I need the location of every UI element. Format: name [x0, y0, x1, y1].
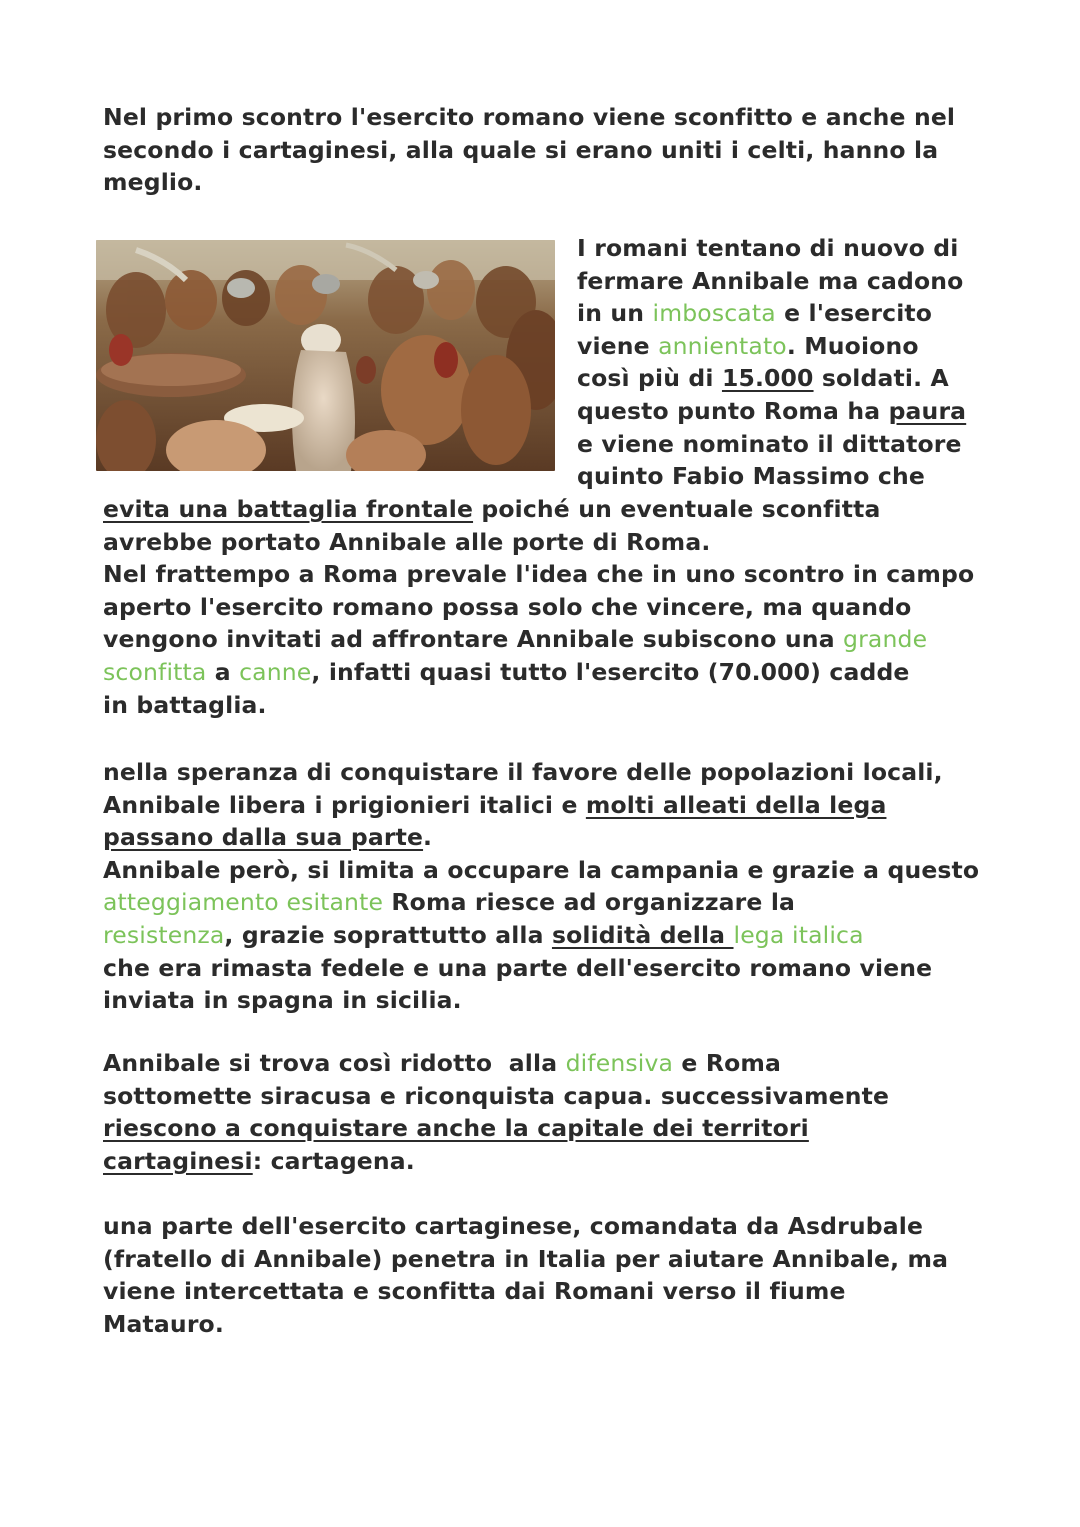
- text-line: [103, 821, 979, 854]
- paragraph-defensive: [103, 1047, 889, 1177]
- text-line: [103, 1047, 889, 1080]
- text-line: [103, 919, 979, 952]
- text-line: meglio.: [103, 168, 203, 197]
- underline-capitale: riescono a conquistare anche la capitale dei territori: [103, 1114, 809, 1143]
- text-line: [103, 1145, 889, 1178]
- text-span: : cartagena.: [252, 1146, 415, 1175]
- highlight-difensiva: difensiva: [565, 1049, 674, 1077]
- text-line: in battaglia.: [103, 690, 267, 719]
- text-span: poiché un eventuale sconfitta: [473, 495, 881, 523]
- text-line: sottomette siracusa e riconquista capua. successivamente: [103, 1081, 890, 1110]
- text-span: Annibale libera i prigionieri italici e: [103, 790, 586, 819]
- text-span: , grazie soprattutto alla: [224, 920, 552, 949]
- text-span: viene: [577, 331, 659, 360]
- text-line: e viene nominato il dittatore: [577, 429, 962, 458]
- text-line: [103, 623, 974, 656]
- text-line: che era rimasta fedele e una parte dell'esercito romano viene: [103, 953, 933, 982]
- text-line: inviata in spagna in sicilia.: [103, 986, 462, 1015]
- highlight-sconfitta: sconfitta: [103, 657, 207, 686]
- text-span: soldati. A: [813, 364, 949, 393]
- text-span: in un: [577, 299, 653, 328]
- underline-battaglia-frontale: evita una battaglia frontale: [103, 495, 474, 523]
- highlight-resistenza: resistenza: [103, 920, 225, 949]
- text-line: nella speranza di conquistare il favore delle popolazioni locali,: [103, 758, 943, 786]
- paragraph-asdrubale: [103, 1210, 948, 1340]
- text-line: [577, 362, 966, 395]
- underline-solidita: solidità della: [551, 920, 734, 949]
- underline-sua-parte: passano dalla sua parte: [103, 823, 424, 852]
- paragraph-intro: [103, 101, 955, 199]
- highlight-atteggiamento: atteggiamento esitante: [103, 888, 384, 917]
- text-line: secondo i cartaginesi, alla quale si erano uniti i celti, hanno la: [103, 135, 939, 164]
- highlight-grande: grande: [843, 625, 928, 654]
- text-span: . Muoiono: [786, 331, 919, 360]
- text-line: Nel frattempo a Roma prevale l'idea che in uno scontro in campo: [103, 560, 975, 589]
- text-span: Annibale si trova così ridotto alla: [103, 1049, 566, 1077]
- text-line: [103, 656, 974, 689]
- text-line: avrebbe portato Annibale alle porte di Roma.: [103, 527, 711, 556]
- text-line: [103, 886, 979, 919]
- highlight-imboscata: imboscata: [652, 299, 776, 328]
- text-line: (fratello di Annibale) penetra in Italia per aiutare Annibale, ma: [103, 1244, 949, 1273]
- battle-painting-illustration: [96, 240, 555, 471]
- text-line: [577, 330, 966, 363]
- underline-alleati: molti alleati della lega: [585, 790, 887, 819]
- text-span: a: [206, 657, 240, 686]
- text-line: Nel primo scontro l'esercito romano viene sconfitto e anche nel: [103, 103, 956, 131]
- text-span: e l'esercito: [775, 299, 933, 328]
- text-line: una parte dell'esercito cartaginese, comandata da Asdrubale: [103, 1212, 924, 1240]
- text-span: Roma riesce ad organizzare la: [383, 888, 796, 917]
- underline-cartaginesi: cartaginesi: [103, 1146, 253, 1175]
- text-span: così più di: [577, 364, 722, 393]
- text-line: Matauro.: [103, 1309, 224, 1338]
- text-line: [103, 789, 979, 822]
- underline-paura: paura: [888, 396, 967, 425]
- battle-painting-image: [96, 240, 555, 471]
- text-span: .: [423, 823, 433, 852]
- text-line: I romani tentano di nuovo di: [577, 234, 959, 262]
- text-span: vengono invitati ad affrontare Annibale subiscono una: [103, 625, 844, 654]
- text-line: [103, 493, 974, 526]
- text-line: quinto Fabio Massimo che: [577, 462, 925, 491]
- text-span: e Roma: [673, 1049, 782, 1077]
- text-line: fermare Annibale ma cadono: [577, 266, 964, 295]
- highlight-canne: canne: [239, 657, 312, 686]
- text-line: [577, 395, 966, 428]
- text-span: , infatti quasi tutto l'esercito (70.000) cadde: [311, 657, 910, 686]
- paragraph-alliances: [103, 756, 979, 1017]
- text-span: questo punto Roma ha: [577, 396, 889, 425]
- paragraph-ambush-side: [577, 232, 966, 493]
- highlight-annientato: annientato: [658, 331, 787, 360]
- paragraph-ambush-full: [103, 493, 974, 721]
- highlight-lega-italica: lega italica: [733, 920, 864, 949]
- text-line: [103, 1112, 889, 1145]
- text-line: Annibale però, si limita a occupare la campania e grazie a questo: [103, 855, 980, 884]
- text-line: aperto l'esercito romano possa solo che vincere, ma quando: [103, 592, 912, 621]
- underline-15000: 15.000: [721, 364, 814, 393]
- text-line: viene intercettata e sconfitta dai Romani verso il fiume: [103, 1277, 846, 1306]
- text-line: [577, 297, 966, 330]
